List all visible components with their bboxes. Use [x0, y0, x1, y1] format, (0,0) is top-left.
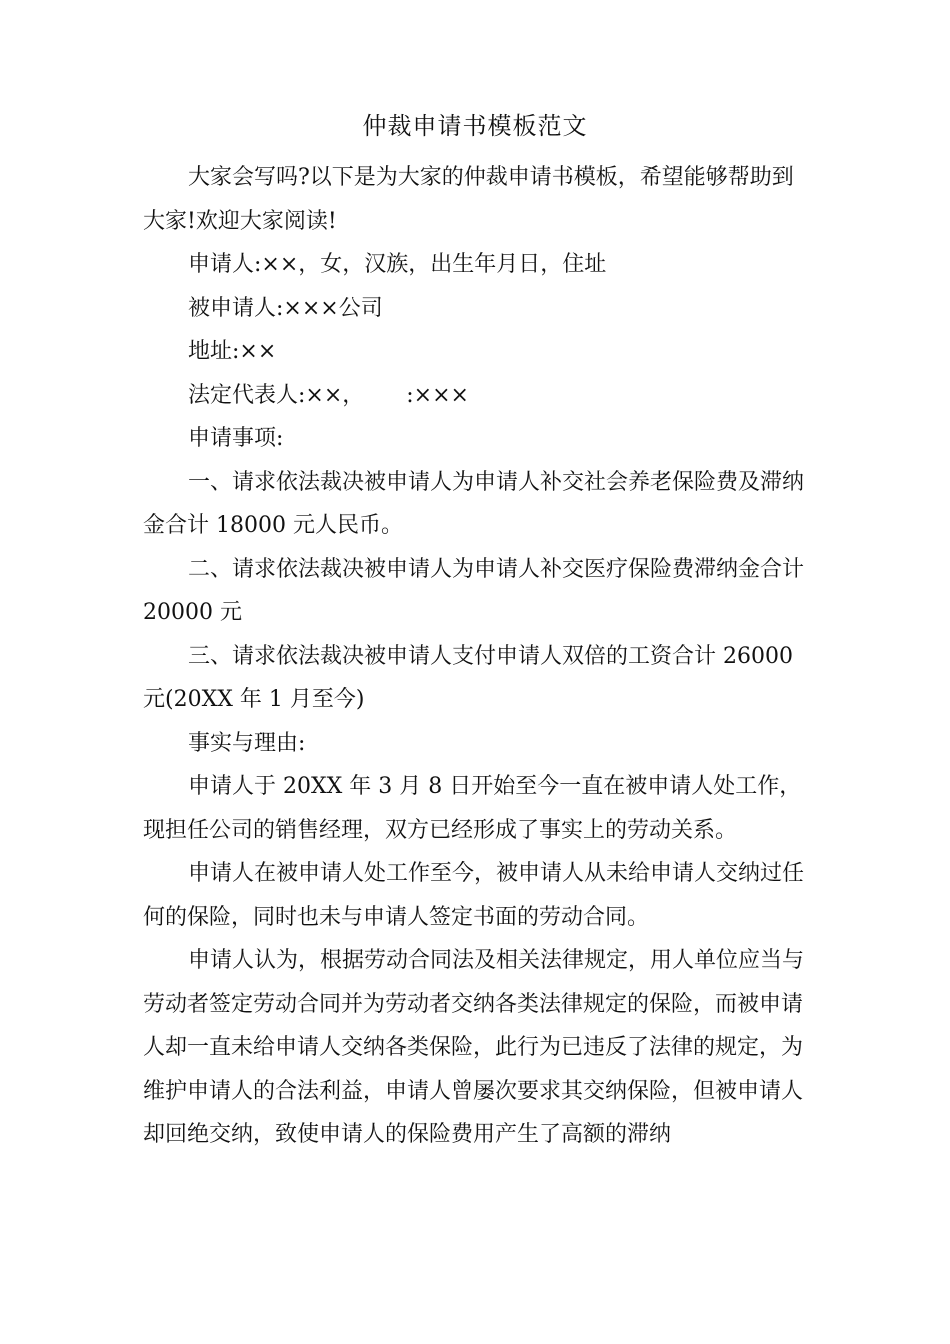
paragraph-claim-3: 三、请求依法裁决被申请人支付申请人双倍的工资合计 26000 元(20XX 年 1 月至今): [143, 643, 800, 712]
document-body: [143, 156, 812, 1157]
paragraph-claim-1: 一、请求依法裁决被申请人为申请人补交社会养老保险费及滞纳金合计 18000 元人民币。: [143, 469, 805, 538]
document-title: 仲裁申请书模板范文: [362, 112, 588, 140]
paragraph-address: 地址:××: [188, 339, 277, 364]
paragraph-fact-1: 申请人于 20XX 年 3 月 8 日开始至今一直在被申请人处工作，现担任公司的销售经理，双方已经形成了事实上的劳动关系。: [143, 774, 802, 843]
paragraph-claims-heading: 申请事项:: [188, 426, 284, 451]
paragraph-fact-3: 申请人认为，根据劳动合同法及相关法律规定，用人单位应当与劳动者签定劳动合同并为劳动者交纳各类法律规定的保险，而被申请人却一直未给申请人交纳各类保险，此行为已违反了法律的规定，为维护申请人的合法利益，申请人曾屡次要求其交纳保险，但被申请人却回绝交纳，致使申请人的保险费用产生了高额的滞纳: [143, 948, 805, 1147]
paragraph-claim-2: 二、请求依法裁决被申请人为申请人补交医疗保险费滞纳金合计 20000 元: [143, 556, 812, 625]
paragraph-facts-heading: 事实与理由:: [188, 730, 306, 756]
paragraph-intro: 大家会写吗?以下是为大家的仲裁申请书模板，希望能够帮助到大家!欢迎大家阅读!: [143, 165, 794, 234]
paragraph-respondent: 被申请人:×××公司: [188, 295, 383, 321]
paragraph-applicant: 申请人:××，女，汉族，出生年月日，住址: [188, 252, 607, 277]
paragraph-legal-representative: 法定代表人:××， :×××: [188, 382, 469, 408]
paragraph-fact-2: 申请人在被申请人处工作至今，被申请人从未给申请人交纳过任何的保险，同时也未与申请人签定书面的劳动合同。: [143, 861, 805, 930]
